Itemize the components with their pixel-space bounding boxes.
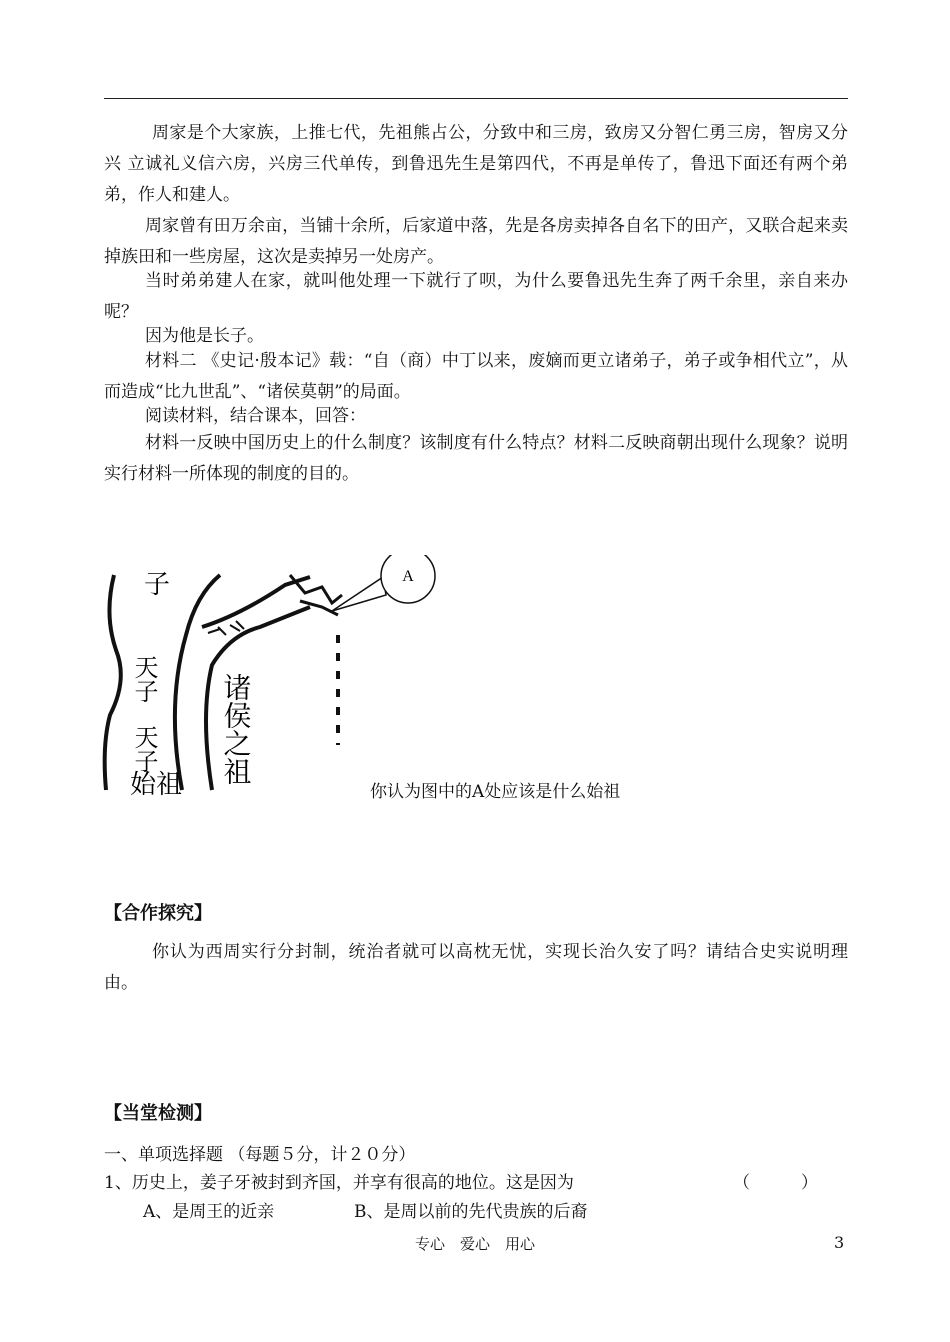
label-tianzi-1: 天子	[130, 655, 158, 703]
cooperative-text: 你认为西周实行分封制，统治者就可以高枕无忧，实现长治久安了吗？请结合史实说明理由。	[104, 942, 848, 993]
label-shizu: 始祖	[130, 770, 183, 800]
paragraph-7: 材料一反映中国历史上的什么制度？该制度有什么特点？材料二反映商朝出现什么现象？说明实行材料一所体现的制度的目的。	[104, 433, 848, 484]
question-1-answer-bracket: （ ）	[733, 1173, 818, 1193]
paragraph-5: 材料二 《史记·殷本记》载：“自（商）中丁以来，废嫡而更立诸弟子，弟子或争相代立”，从而造成“比九世乱”、“诸侯莫朝”的局面。	[104, 351, 848, 402]
page-number: 3	[834, 1233, 845, 1252]
lineage-tree-figure	[100, 555, 445, 800]
test-section: 一、单项选择题 （每题５分，计２０分）	[104, 1145, 416, 1165]
figure-question: 你认为图中的A处应该是什么始祖	[370, 782, 621, 802]
cooperative-heading: 【合作探究】	[104, 903, 212, 924]
question-1: 1、历史上，姜子牙被封到齐国，并享有很高的地位。这是因为	[104, 1173, 574, 1193]
label-zhuhou-zhizu: 诸侯之祖	[219, 673, 253, 785]
paragraph-3: 当时弟弟建人在家，就叫他处理一下就行了呗，为什么要鲁迅先生奔了两千余里，亲自来办呢？	[104, 271, 848, 322]
test-heading: 【当堂检测】	[104, 1103, 212, 1124]
tree-drawing	[100, 555, 445, 800]
paragraph-4: 因为他是长子。	[145, 326, 264, 346]
option-b: B、是周以前的先代贵族的后裔	[354, 1202, 588, 1222]
header-rule	[104, 98, 848, 99]
footer-motto: 专心 爱心 用心	[414, 1235, 535, 1253]
option-a: A、是周王的近亲	[143, 1202, 275, 1222]
label-tianzi-2: 天子	[130, 725, 158, 773]
bubble-a-label: A	[402, 568, 414, 585]
paragraph-6: 阅读材料，结合课本，回答：	[145, 406, 366, 426]
paragraph-2: 周家曾有田万余亩，当铺十余所，后家道中落，先是各房卖掉各自名下的田产，又联合起来卖掉族田和一些房屋，这次是卖掉另一处房产。	[104, 216, 848, 267]
label-zi: 子	[144, 570, 171, 600]
paragraph-1: 周家是个大家族，上推七代，先祖熊占公，分致中和三房，致房又分智仁勇三房，智房又分兴 立诚礼义信六房，兴房三代单传，到鲁迅先生是第四代，不再是单传了，鲁迅下面还有两个弟弟，作人和建人。	[104, 123, 848, 205]
